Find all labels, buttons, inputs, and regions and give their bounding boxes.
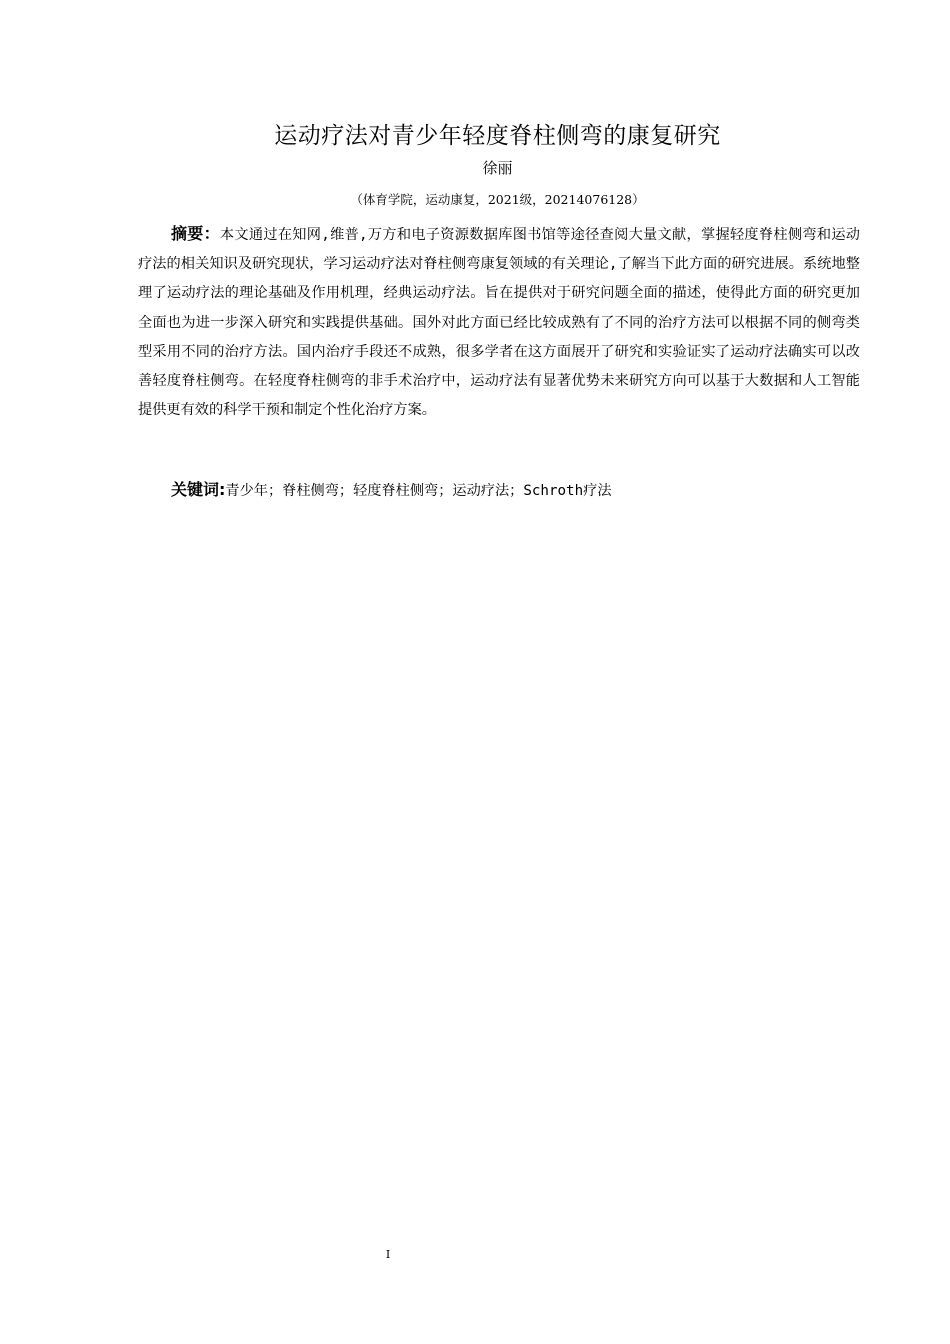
keywords-label: 关键词: [171,480,226,499]
author-affiliation: （体育学院，运动康复，2021级，20214076128） [350,192,645,207]
page-number: I [385,1248,391,1261]
paper-title: 运动疗法对青少年轻度脊柱侧弯的康复研究 [274,123,721,149]
abstract-paragraph [138,219,860,425]
keywords-text: 青少年；脊柱侧弯；轻度脊柱侧弯；运动疗法；Schroth疗法 [225,483,612,499]
keywords-line [138,475,860,506]
author-name: 徐丽 [482,159,513,177]
abstract-label: 摘要： [171,224,220,243]
abstract-text: 本文通过在知网,维普,万方和电子资源数据库图书馆等途径查阅大量文献，掌握轻度脊柱侧弯和运动疗法的相关知识及研究现状，学习运动疗法对脊柱侧弯康复领域的有关理论,了解当下此方面的研究进展。系统地整理了运动疗法的理论基础及作用机理，经典运动疗法。旨在提供对于研究问题全面的描述，使得此方面的研究更加全面也为进一步深入研究和实践提供基础。国外对此方面已经比较成熟有了不同的治疗方法可以根据不同的侧弯类型采用不同的治疗方法。国内治疗手段还不成熟，很多学者在这方面展开了研究和实验证实了运动疗法确实可以改善轻度脊柱侧弯。在轻度脊柱侧弯的非手术治疗中，运动疗法有显著优势未来研究方向可以基于大数据和人工智能提供更有效的科学干预和制定个性化治疗方案。 [138,227,860,419]
